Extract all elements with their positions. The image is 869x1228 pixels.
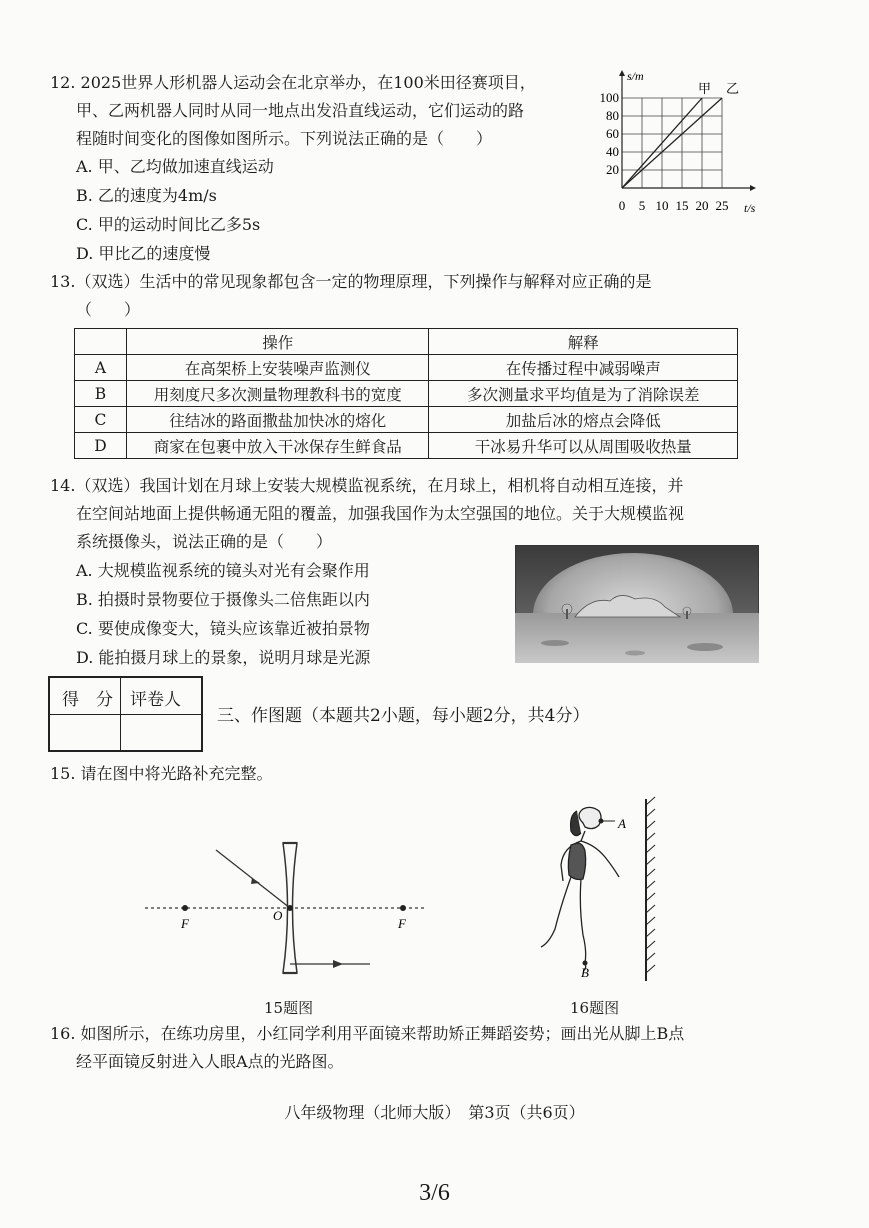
q16-diagram [525,795,670,985]
y-axis-arrow [619,70,625,76]
page-number: 3/6 [419,1180,450,1206]
q14-option-a: A. 大规模监视系统的镜头对光有会聚作用 [76,561,370,580]
q15-caption: 15题图 [264,999,314,1017]
table-row [75,381,738,407]
q16-caption: 16题图 [570,999,620,1017]
chart-series [622,98,722,188]
q16-line-2: 经平面镜反射进入人眼A点的光路图。 [76,1052,344,1071]
table-cell: 多次测量求平均值是为了消除误差 [429,381,738,407]
table-cell: 商家在包裹中放入干冰保存生鲜食品 [126,433,429,459]
q14-line-1: 14.（双选）我国计划在月球上安装大规模监视系统，在月球上，相机将自动相互连接，并 [50,476,684,495]
table-cell: B [75,381,127,407]
y-axis-label: s/m [627,69,644,83]
y-tick-label: 80 [606,108,619,123]
q12-option-c: C. 甲的运动时间比乙多5s [76,215,261,234]
label-o: O [273,908,283,923]
chart-labels [600,69,756,215]
label-f-left: F [181,916,189,931]
label-f-right: F [398,916,406,931]
y-tick-label: 100 [599,90,619,105]
x-axis-label: t/s [744,201,756,215]
q12-option-a: A. 甲、乙均做加速直线运动 [76,157,274,176]
q16-line-1: 16. 如图所示，在练功房里，小红同学利用平面镜来帮助矫正舞蹈姿势；画出光从脚上B点 [50,1024,685,1043]
table-cell: 在高架桥上安装噪声监测仪 [126,355,429,381]
q15-diagram [140,840,430,975]
q12-line-3: 程随时间变化的图像如图所示。下列说法正确的是（ ） [76,129,493,148]
focal-point-left [182,905,188,911]
x-tick-label: 10 [655,198,669,213]
q15-text: 15. 请在图中将光路补充完整。 [50,764,273,783]
table-header-row [75,329,738,355]
y-tick-label: 20 [606,162,619,177]
score-box [48,676,203,752]
page-footer: 八年级物理（北师大版） 第3页（共6页） [284,1103,585,1122]
q12-option-d: D. 甲比乙的速度慢 [76,244,211,263]
table-cell: 往结冰的路面撒盐加快冰的熔化 [126,407,429,433]
q14-option-c: C. 要使成像变大，镜头应该靠近被拍景物 [76,619,370,638]
focal-point-right [400,905,406,911]
dancer-figure [541,807,619,971]
x-tick-label: 15 [675,198,689,213]
x-tick-label: 5 [638,198,646,213]
table-cell: A [75,355,127,381]
moon-base-photo [515,545,759,663]
x-tick-label: 0 [618,198,626,213]
x-tick-label: 20 [695,198,709,213]
q14-option-d: D. 能拍摄月球上的景象，说明月球是光源 [76,648,371,667]
q12-line-1: 12. 2025世界人形机器人运动会在北京举办，在100米田径赛项目， [50,73,536,92]
label-b: B [581,965,589,980]
q14-line-3: 系统摄像头，说法正确的是（ ） [76,532,333,551]
grader-label: 评卷人 [130,690,181,710]
q13-line-1: 13.（双选）生活中的常见现象都包含一定的物理原理，下列操作与解释对应正确的是 [50,272,652,291]
x-axis-arrow [750,185,756,191]
score-box-divider [50,714,201,715]
table-header-cell: 操作 [126,329,429,355]
section-3-heading: 三、作图题（本题共2小题，每小题2分，共4分） [217,706,590,726]
q12-line-2: 甲、乙两机器人同时从同一地点出发沿直线运动，它们运动的路 [76,101,525,120]
table-cell: C [75,407,127,433]
series-label-2: 乙 [726,81,740,96]
table-cell: 加盐后冰的熔点会降低 [429,407,738,433]
y-tick-label: 60 [606,126,619,141]
table-cell: 干冰易升华可以从周围吸收热量 [429,433,738,459]
label-a: A [618,816,626,831]
score-label: 得 分 [62,690,113,710]
distance-time-chart [595,66,770,216]
table-cell: 在传播过程中减弱噪声 [429,355,738,381]
series-line-2 [622,98,722,188]
table-header-cell [75,329,127,355]
table-header-cell: 解释 [429,329,738,355]
table-row [75,355,738,381]
table-row [75,407,738,433]
q14-option-b: B. 拍摄时景物要位于摄像头二倍焦距以内 [76,590,370,609]
optical-center [287,905,293,911]
y-tick-label: 40 [606,144,619,159]
table-row [75,433,738,459]
x-tick-label: 25 [715,198,729,213]
q14-line-2: 在空间站地面上提供畅通无阻的覆盖，加强我国作为太空强国的地位。关于大规模监视 [76,504,685,523]
table-cell: D [75,433,127,459]
mirror-hatching [646,797,655,973]
table-cell: 用刻度尺多次测量物理教科书的宽度 [126,381,429,407]
q13-table [74,328,738,459]
q12-option-b: B. 乙的速度为4m/s [76,186,217,205]
q13-line-2: （ ） [76,300,141,319]
series-label-1: 甲 [698,81,712,96]
